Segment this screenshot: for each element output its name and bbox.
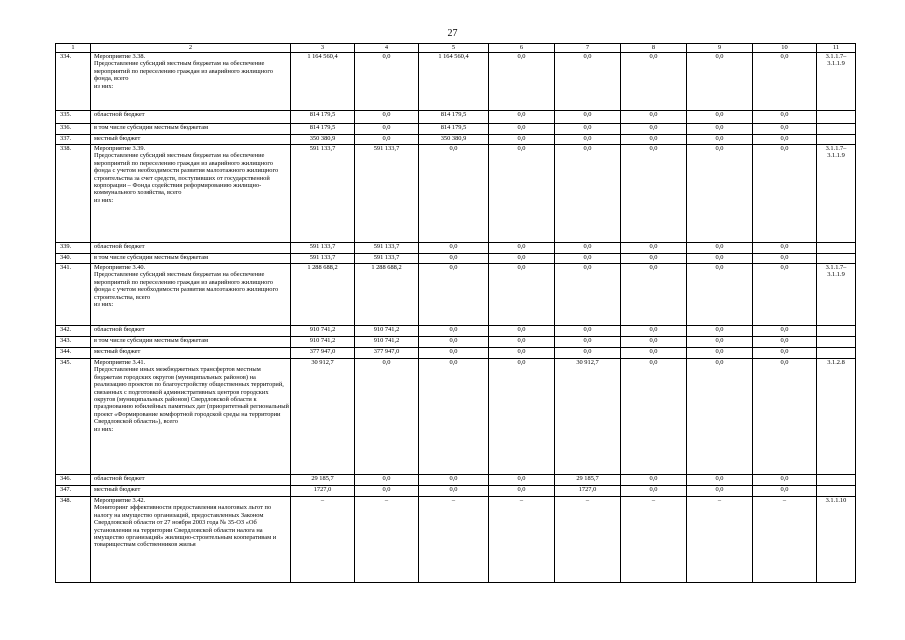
amount-cell: 591 133,7 [355,243,419,254]
target-ref-cell [817,254,856,264]
table-row [56,486,856,497]
row-number-cell: 336. [56,124,91,135]
amount-cell: 0,0 [621,475,687,486]
amount-cell: 0,0 [489,359,555,475]
table-row [56,337,856,348]
row-number-cell: 337. [56,135,91,145]
amount-cell: 0,0 [489,111,555,124]
target-ref-cell: 3.1.1.10 [817,497,856,583]
target-ref-cell [817,486,856,497]
row-number-cell: 346. [56,475,91,486]
header-row [56,44,856,53]
amount-cell: 0,0 [687,326,753,337]
amount-cell: 0,0 [489,486,555,497]
amount-cell: 0,0 [555,254,621,264]
amount-cell: 0,0 [355,359,419,475]
amount-cell: 910 741,2 [291,337,355,348]
amount-cell: 0,0 [621,53,687,111]
amount-cell: 0,0 [419,254,489,264]
amount-cell: 0,0 [419,145,489,243]
table-row [56,124,856,135]
header-cell: 10 [753,44,817,53]
row-number-cell: 340. [56,254,91,264]
amount-cell: – [355,497,419,583]
header-cell: 2 [91,44,291,53]
amount-cell: – [687,497,753,583]
amount-cell: 350 380,9 [291,135,355,145]
amount-cell: 814 179,5 [291,124,355,135]
amount-cell: 0,0 [489,135,555,145]
amount-cell: 377 947,0 [291,348,355,359]
header-cell: 6 [489,44,555,53]
table-row [56,145,856,243]
header-cell: 4 [355,44,419,53]
amount-cell: 0,0 [355,53,419,111]
amount-cell: 0,0 [621,359,687,475]
row-number-cell: 341. [56,264,91,326]
amount-cell: 0,0 [753,486,817,497]
table-row [56,135,856,145]
amount-cell: 0,0 [753,475,817,486]
table-row [56,254,856,264]
amount-cell: 0,0 [621,486,687,497]
amount-cell: 0,0 [687,359,753,475]
amount-cell: 0,0 [687,124,753,135]
amount-cell: 0,0 [753,337,817,348]
header-cell: 11 [817,44,856,53]
amount-cell: 0,0 [419,486,489,497]
item-name-cell: местный бюджет [91,486,291,497]
amount-cell: 0,0 [419,326,489,337]
target-ref-cell [817,337,856,348]
amount-cell: 0,0 [621,254,687,264]
item-name-cell: Мероприятие 3.40. Предоставление субсидий местным бюджетам на обеспечение мероприятий по переселению граждан из аварийного жилищного фонда с учетом необходимости развития малоэтажного жилищного строительства, всего из них: [91,264,291,326]
amount-cell: 0,0 [753,145,817,243]
amount-cell: 591 133,7 [291,145,355,243]
table-row [56,53,856,111]
row-number-cell: 344. [56,348,91,359]
amount-cell: 0,0 [555,124,621,135]
header-cell: 5 [419,44,489,53]
amount-cell: 0,0 [489,124,555,135]
item-name-cell: местный бюджет [91,348,291,359]
amount-cell: 0,0 [621,243,687,254]
amount-cell: 0,0 [419,337,489,348]
amount-cell: 591 133,7 [355,145,419,243]
target-ref-cell [817,475,856,486]
item-name-cell: областной бюджет [91,111,291,124]
amount-cell: 814 179,5 [419,124,489,135]
amount-cell: – [753,497,817,583]
amount-cell: 0,0 [687,145,753,243]
amount-cell: 910 741,2 [291,326,355,337]
row-number-cell: 348. [56,497,91,583]
row-number-cell: 334. [56,53,91,111]
amount-cell: 0,0 [621,135,687,145]
amount-cell: 0,0 [687,254,753,264]
amount-cell: 0,0 [489,145,555,243]
amount-cell: 0,0 [687,475,753,486]
amount-cell: 1727,0 [555,486,621,497]
amount-cell: 0,0 [555,53,621,111]
amount-cell: 0,0 [355,111,419,124]
amount-cell: 591 133,7 [291,254,355,264]
row-number-cell: 342. [56,326,91,337]
amount-cell: 0,0 [355,124,419,135]
target-ref-cell [817,326,856,337]
amount-cell: 29 185,7 [291,475,355,486]
target-ref-cell [817,124,856,135]
amount-cell: 0,0 [489,337,555,348]
header-cell: 3 [291,44,355,53]
amount-cell: 0,0 [753,264,817,326]
amount-cell: 0,0 [355,486,419,497]
target-ref-cell: 3.1.2.8 [817,359,856,475]
amount-cell: 0,0 [753,111,817,124]
amount-cell: 0,0 [555,111,621,124]
table-body [56,44,856,583]
amount-cell: 0,0 [621,264,687,326]
amount-cell: 0,0 [687,486,753,497]
item-name-cell: Мероприятие 3.42. Мониторинг эффективности предоставления налоговых льгот по налогу на имущество организаций, предоставленных Законом Свердловской области от 27 ноября 2003 года № 35-ОЗ «Об установлении на территории Свердловской области налога на имущество организаций» жилищно-строительным кооперативам и товариществам собственников жилья [91,497,291,583]
amount-cell: 814 179,5 [419,111,489,124]
table-row [56,111,856,124]
item-name-cell: Мероприятие 3.41. Предоставление иных межбюджетных трансфертов местным бюджетам городских округов (муниципальных районов) на реализацию проектов по благоустройству общественных территорий, связанных с подготовкой административных центров городских округов (муниципальных районов) Свердловской области к празднованию юбилейных памятных дат (приоритетный региональный проект «Формирование комфортной городской среды на территории Свердловской области»), всего из них: [91,359,291,475]
amount-cell: 0,0 [687,243,753,254]
amount-cell: 0,0 [419,359,489,475]
amount-cell: 0,0 [555,145,621,243]
amount-cell: 0,0 [753,135,817,145]
amount-cell: 30 912,7 [291,359,355,475]
amount-cell: 350 380,9 [419,135,489,145]
table-row [56,264,856,326]
amount-cell: 0,0 [753,348,817,359]
amount-cell: 0,0 [753,326,817,337]
row-number-cell: 343. [56,337,91,348]
amount-cell: – [555,497,621,583]
amount-cell: 0,0 [555,243,621,254]
header-cell: 8 [621,44,687,53]
page-number: 27 [447,28,458,39]
item-name-cell: областной бюджет [91,326,291,337]
amount-cell: 0,0 [687,348,753,359]
row-number-cell: 345. [56,359,91,475]
target-ref-cell: 3.1.1.7–3.1.1.9 [817,145,856,243]
amount-cell: 1 288 688,2 [291,264,355,326]
amount-cell: – [489,497,555,583]
amount-cell: 0,0 [419,243,489,254]
target-ref-cell [817,348,856,359]
amount-cell: – [419,497,489,583]
amount-cell: 591 133,7 [291,243,355,254]
amount-cell: 1727,0 [291,486,355,497]
amount-cell: 0,0 [419,348,489,359]
amount-cell: 0,0 [555,135,621,145]
amount-cell: 0,0 [419,475,489,486]
table-row [56,243,856,254]
row-number-cell: 339. [56,243,91,254]
item-name-cell: Мероприятие 3.38. Предоставление субсидий местным бюджетам на обеспечение мероприятий по переселению граждан из аварийного жилищного фонда, всего из них: [91,53,291,111]
amount-cell: 0,0 [555,326,621,337]
amount-cell: 1 164 560,4 [419,53,489,111]
amount-cell: 0,0 [555,264,621,326]
amount-cell: 0,0 [753,124,817,135]
table-row [56,497,856,583]
header-cell: 1 [56,44,91,53]
item-name-cell: в том числе субсидии местным бюджетам [91,124,291,135]
row-number-cell: 338. [56,145,91,243]
amount-cell: – [621,497,687,583]
amount-cell: 0,0 [489,326,555,337]
amount-cell: 377 947,0 [355,348,419,359]
header-cell: 7 [555,44,621,53]
table-row [56,326,856,337]
amount-cell: 0,0 [621,145,687,243]
amount-cell: 0,0 [753,243,817,254]
target-ref-cell [817,111,856,124]
amount-cell: 0,0 [489,348,555,359]
amount-cell: 910 741,2 [355,337,419,348]
amount-cell: 0,0 [621,337,687,348]
amount-cell: – [291,497,355,583]
amount-cell: 30 912,7 [555,359,621,475]
amount-cell: 0,0 [753,254,817,264]
amount-cell: 0,0 [687,111,753,124]
amount-cell: 0,0 [489,254,555,264]
amount-cell: 591 133,7 [355,254,419,264]
amount-cell: 0,0 [419,264,489,326]
amount-cell: 0,0 [753,53,817,111]
table-row [56,348,856,359]
amount-cell: 0,0 [753,359,817,475]
budget-table [55,43,856,583]
header-cell: 9 [687,44,753,53]
amount-cell: 910 741,2 [355,326,419,337]
target-ref-cell: 3.1.1.7–3.1.1.9 [817,53,856,111]
amount-cell: 0,0 [355,135,419,145]
amount-cell: 0,0 [621,111,687,124]
target-ref-cell [817,135,856,145]
target-ref-cell [817,243,856,254]
row-number-cell: 347. [56,486,91,497]
amount-cell: 0,0 [621,326,687,337]
item-name-cell: в том числе субсидии местным бюджетам [91,337,291,348]
amount-cell: 0,0 [687,53,753,111]
amount-cell: 0,0 [687,135,753,145]
amount-cell: 29 185,7 [555,475,621,486]
table-row [56,359,856,475]
amount-cell: 0,0 [555,337,621,348]
item-name-cell: областной бюджет [91,243,291,254]
table-row [56,475,856,486]
amount-cell: 0,0 [489,475,555,486]
item-name-cell: в том числе субсидии местным бюджетам [91,254,291,264]
row-number-cell: 335. [56,111,91,124]
amount-cell: 814 179,5 [291,111,355,124]
amount-cell: 0,0 [621,124,687,135]
item-name-cell: областной бюджет [91,475,291,486]
amount-cell: 0,0 [489,53,555,111]
amount-cell: 0,0 [687,337,753,348]
amount-cell: 0,0 [489,264,555,326]
item-name-cell: местный бюджет [91,135,291,145]
amount-cell: 0,0 [621,348,687,359]
amount-cell: 1 164 560,4 [291,53,355,111]
amount-cell: 0,0 [489,243,555,254]
item-name-cell: Мероприятие 3.39. Предоставление субсидий местным бюджетам на обеспечение мероприятий по переселению граждан из аварийного жилищного фонда с учетом необходимости развития малоэтажного жилищного строительства за счет средств, поступивших от государственной корпорации – Фонда содействия реформированию жилищно-коммунального хозяйства, всего из них: [91,145,291,243]
amount-cell: 0,0 [555,348,621,359]
target-ref-cell: 3.1.1.7–3.1.1.9 [817,264,856,326]
amount-cell: 0,0 [687,264,753,326]
amount-cell: 1 288 688,2 [355,264,419,326]
amount-cell: 0,0 [355,475,419,486]
